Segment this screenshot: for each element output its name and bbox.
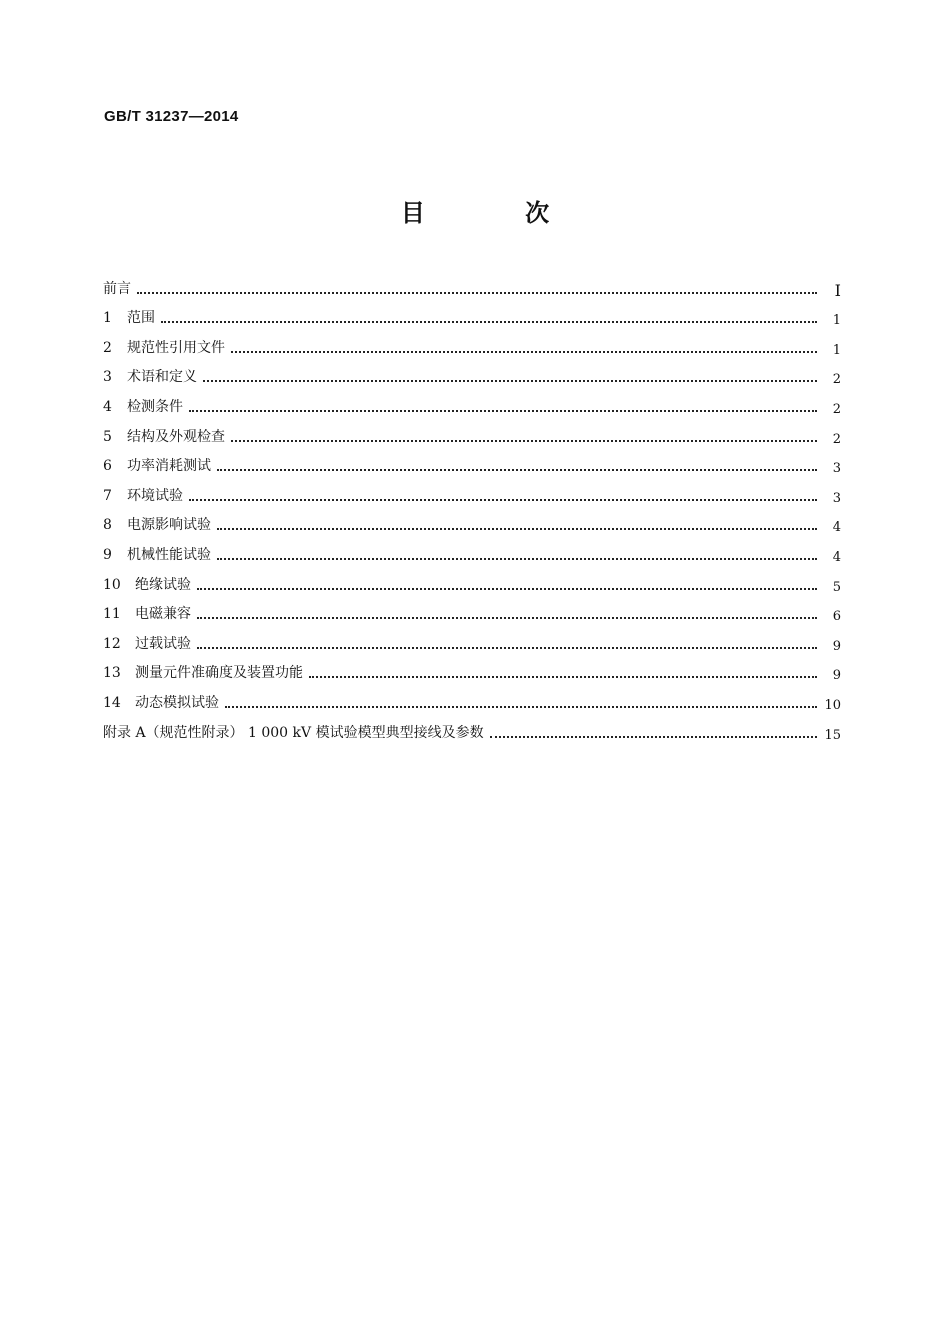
- toc-entry-page: 15: [824, 727, 841, 743]
- standard-code: GB/T 31237—2014: [104, 108, 239, 125]
- toc-leader-dots: [217, 469, 817, 471]
- toc-leader-dots: [231, 351, 817, 353]
- toc-entry-2[interactable]: [103, 327, 841, 357]
- toc-entry-title: 电源影响试验: [127, 517, 211, 534]
- toc-leader-dots: [231, 440, 817, 442]
- toc-entry-page: 3: [832, 490, 841, 506]
- toc-entry-number: 4: [103, 398, 112, 415]
- toc-entry-number: 5: [103, 428, 112, 445]
- toc-entry-5[interactable]: [103, 416, 841, 446]
- toc-entry-number: 11: [103, 606, 121, 623]
- toc-entry-title: 动态模拟试验: [135, 694, 219, 711]
- toc-entry-6[interactable]: [103, 446, 841, 476]
- toc-entry-title: 附录 A（规范性附录） 1 000 kV 模试验模型典型接线及参数: [103, 724, 484, 741]
- toc-leader-dots: [161, 321, 817, 323]
- toc-entry-number: 12: [103, 635, 121, 652]
- toc-leader-dots: [490, 736, 817, 738]
- toc-entry-page: 3: [832, 461, 841, 477]
- toc-entry-10[interactable]: [103, 564, 841, 594]
- toc-entry-page: 4: [832, 520, 841, 536]
- toc-leader-dots: [197, 647, 817, 649]
- toc-entry-number: 3: [103, 369, 112, 386]
- toc-entry-page: 9: [832, 638, 841, 654]
- toc-entry-7[interactable]: [103, 475, 841, 505]
- toc-entry-8[interactable]: [103, 505, 841, 535]
- toc-entry-page: 6: [832, 609, 841, 625]
- toc-leader-dots: [217, 528, 817, 530]
- toc-entry-4[interactable]: [103, 386, 841, 416]
- toc-entry-12[interactable]: [103, 623, 841, 653]
- toc-entry-page: 2: [832, 372, 841, 388]
- toc-entry-title: 结构及外观检查: [127, 428, 225, 445]
- toc-entry-number: 2: [103, 339, 112, 356]
- toc-entry-title: 检测条件: [127, 398, 183, 415]
- toc-entry-page: Ⅰ: [834, 280, 841, 300]
- toc-leader-dots: [309, 676, 817, 678]
- toc-entry-page: 5: [832, 579, 841, 595]
- toc-entry-page: 10: [824, 697, 841, 713]
- toc-leader-dots: [225, 706, 817, 708]
- toc-leader-dots: [189, 499, 817, 501]
- toc-entry-page: 1: [832, 342, 841, 358]
- toc-leader-dots: [137, 292, 817, 294]
- page-title: 目 次: [400, 199, 596, 227]
- toc-entry-number: 9: [103, 546, 112, 563]
- toc-entry-page: 9: [832, 668, 841, 684]
- toc-entry-page: 4: [832, 549, 841, 565]
- toc-entry-title: 前言: [103, 280, 131, 297]
- toc-entry-13[interactable]: [103, 653, 841, 683]
- toc-entry-title: 功率消耗测试: [127, 458, 211, 475]
- toc-entry-11[interactable]: [103, 594, 841, 624]
- toc-leader-dots: [189, 410, 817, 412]
- toc-leader-dots: [197, 588, 817, 590]
- toc-entry-title: 电磁兼容: [135, 606, 191, 623]
- toc-entry-number: 14: [103, 694, 121, 711]
- toc-entry-number: 7: [103, 487, 112, 504]
- toc-entry-page: 2: [832, 401, 841, 417]
- toc-entry-title: 测量元件准确度及装置功能: [135, 665, 303, 682]
- toc-entry-title: 规范性引用文件: [127, 339, 225, 356]
- table-of-contents: [103, 268, 841, 742]
- toc-entry-1[interactable]: [103, 298, 841, 328]
- toc-entry-number: 1: [103, 310, 112, 327]
- toc-entry-title: 机械性能试验: [127, 546, 211, 563]
- toc-entry-3[interactable]: [103, 357, 841, 387]
- toc-leader-dots: [203, 380, 817, 382]
- toc-entry-number: 8: [103, 517, 112, 534]
- toc-entry-9[interactable]: [103, 534, 841, 564]
- toc-entry-page: 1: [832, 313, 841, 329]
- toc-entry-number: 10: [103, 576, 121, 593]
- toc-entry-title: 术语和定义: [127, 369, 197, 386]
- toc-entry-title: 过载试验: [135, 635, 191, 652]
- toc-entry-title: 范围: [127, 310, 155, 327]
- toc-entry-14[interactable]: [103, 682, 841, 712]
- toc-leader-dots: [197, 617, 817, 619]
- toc-entry-number: 13: [103, 665, 121, 682]
- toc-leader-dots: [217, 558, 817, 560]
- toc-entry-title: 绝缘试验: [135, 576, 191, 593]
- toc-entry-number: 6: [103, 458, 112, 475]
- toc-entry-annex-a[interactable]: [103, 712, 841, 742]
- toc-entry-foreword[interactable]: [103, 268, 841, 298]
- toc-entry-title: 环境试验: [127, 487, 183, 504]
- toc-entry-page: 2: [832, 431, 841, 447]
